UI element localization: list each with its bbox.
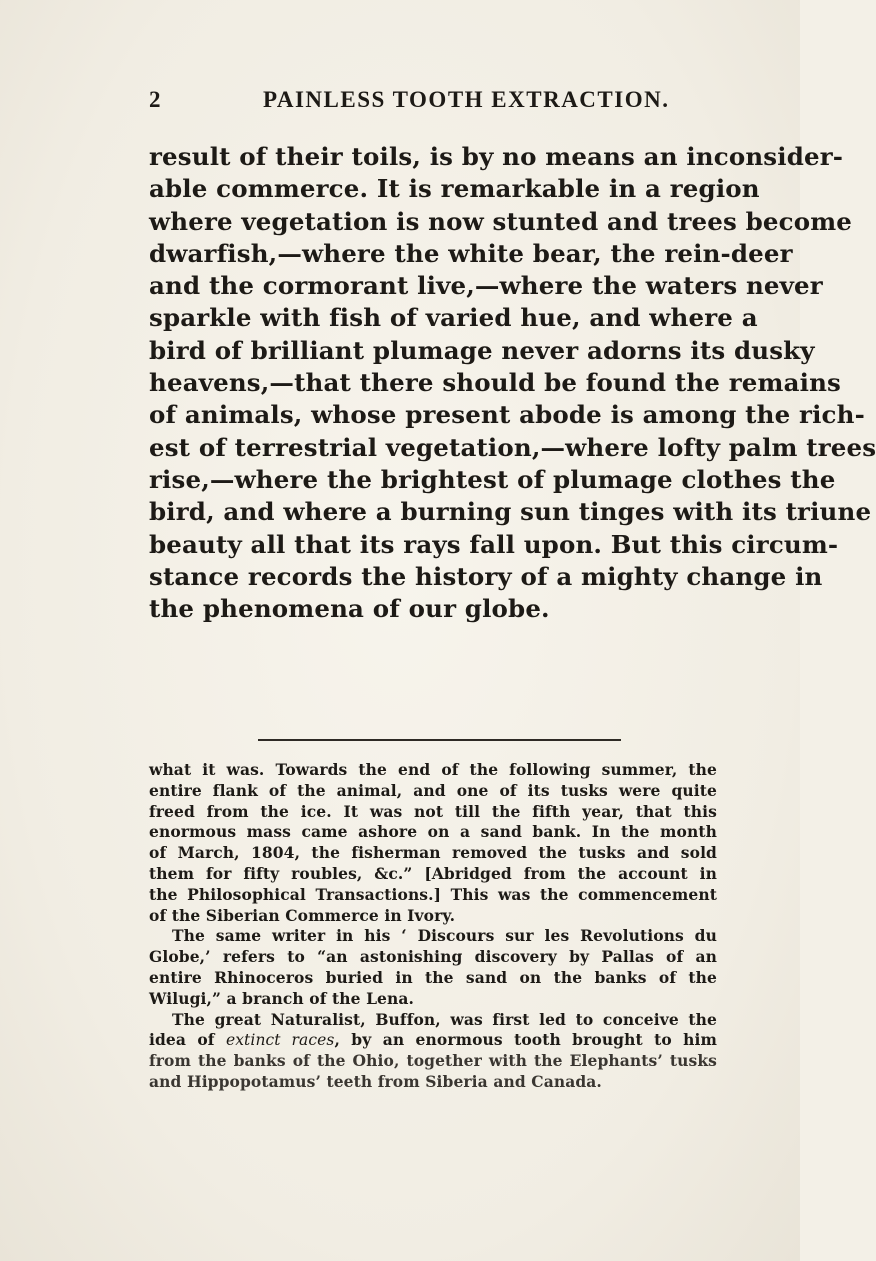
body-line: and the cormorant live,—where the waters never — [149, 271, 823, 301]
note-line: of the Siberian Commerce in Ivory. — [149, 905, 456, 925]
note-line: The great Naturalist, Buffon, was first led to conceive the — [172, 1009, 717, 1029]
footnote-block — [149, 760, 717, 1093]
note-text: idea of — [149, 1030, 226, 1050]
italic-phrase: extinct races — [225, 1031, 335, 1050]
note-line: Globe,’ refers to “an astonishing discovery by Pallas of an — [149, 947, 717, 967]
note-line: the Philosophical Transactions.] This was the commencement — [149, 884, 717, 904]
note-line: entire Rhinoceros buried in the sand on the banks of the — [149, 967, 717, 987]
body-line: dwarfish,—where the white bear, the rein-deer — [149, 238, 793, 268]
body-line: beauty all that its rays fall upon. But this circum- — [149, 529, 839, 559]
body-line: heavens,—that there should be found the remains — [149, 368, 841, 398]
note-line: them for fifty roubles, &c.” [Abridged from the account in — [149, 863, 717, 883]
page-number: 2 — [149, 87, 162, 112]
page-header — [149, 87, 717, 121]
note-line: entire flank of the animal, and one of its tusks were quite — [149, 780, 717, 800]
body-line: est of terrestrial vegetation,—where lofty palm trees — [149, 432, 876, 462]
note-line: The same writer in his ‘ Discours sur les Revolutions du — [172, 926, 717, 946]
note-line: what it was. Towards the end of the following summer, the — [149, 760, 717, 779]
body-line: able commerce. It is remarkable in a region — [149, 174, 760, 204]
body-line: sparkle with fish of varied hue, and where a — [149, 303, 758, 333]
note-line: of March, 1804, the fisherman removed the tusks and sold — [149, 843, 717, 863]
body-line: stance records the history of a mighty change in — [149, 561, 823, 591]
body-line: rise,—where the brightest of plumage clothes the — [149, 464, 836, 494]
note-line: Wilugi,” a branch of the Lena. — [149, 988, 415, 1008]
footnote-divider — [258, 739, 621, 741]
note-text: , by an enormous tooth brought to him — [334, 1030, 717, 1050]
body-line: bird of brilliant plumage never adorns its dusky — [149, 335, 815, 365]
note-line-italic — [149, 1030, 717, 1051]
note-line: freed from the ice. It was not till the fifth year, that this — [149, 801, 717, 821]
body-line: bird, and where a burning sun tinges with its triune — [149, 497, 872, 527]
note-line: and Hippopotamus’ teeth from Siberia and Canada. — [149, 1071, 602, 1091]
running-head: PAINLESS TOOTH EXTRACTION. — [263, 87, 670, 112]
main-paragraph — [149, 141, 876, 625]
body-line: the phenomena of our globe. — [149, 594, 550, 624]
body-line: where vegetation is now stunted and trees become — [149, 206, 853, 236]
body-line: result of their toils, is by no means an inconsider- — [149, 142, 844, 171]
body-line: of animals, whose present abode is among the rich- — [149, 400, 865, 430]
note-line: enormous mass came ashore on a sand bank. In the month — [149, 822, 717, 842]
note-line: from the banks of the Ohio, together with the Elephants’ tusks — [149, 1051, 717, 1071]
